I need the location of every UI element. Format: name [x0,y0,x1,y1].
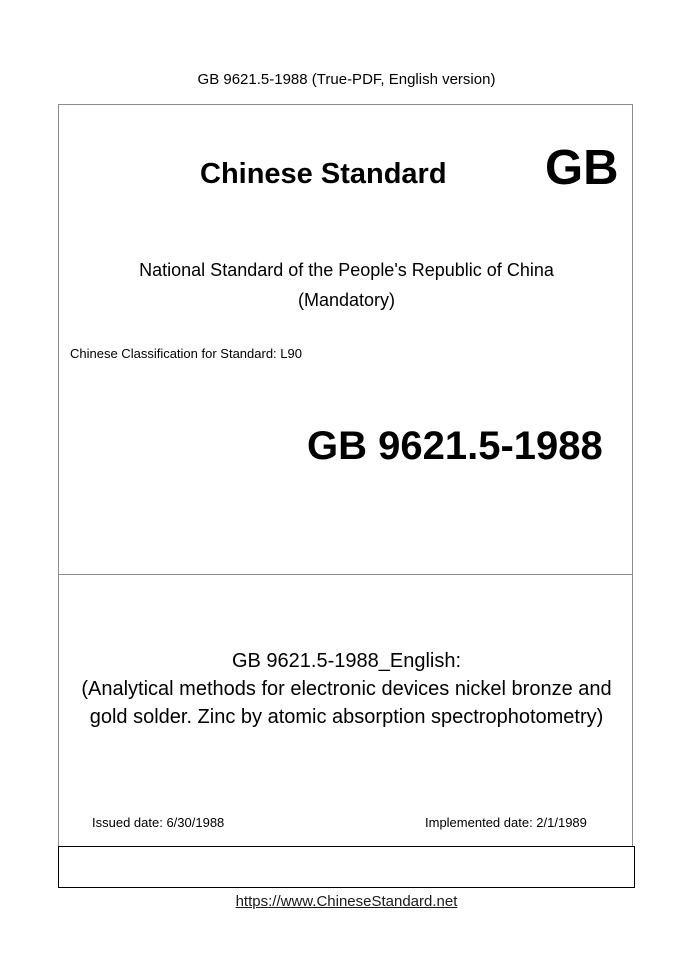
issued-date: Issued date: 6/30/1988 [92,815,225,830]
website-link[interactable]: https://www.ChineseStandard.net [235,893,458,910]
brand-title: Chinese Standard [200,158,447,190]
english-title-line-2: (Analytical methods for electronic devices nickel bronze and [81,678,612,700]
english-title-line-3: gold solder. Zinc by atomic absorption spectrophotometry) [89,706,604,728]
standard-number: GB 9621.5-1988 [307,424,603,468]
english-title-line-1: GB 9621.5-1988_English: [231,650,462,672]
brand-mark: GB [545,141,619,195]
national-standard-line: National Standard of the People's Republic of China [139,260,554,280]
cover-frame-bottom [58,846,635,888]
implemented-date: Implemented date: 2/1/1989 [425,815,587,830]
document-header: GB 9621.5-1988 (True-PDF, English version) [197,71,496,88]
mandatory-label: (Mandatory) [297,290,396,310]
classification-label: Chinese Classification for Standard: L90 [70,346,302,361]
